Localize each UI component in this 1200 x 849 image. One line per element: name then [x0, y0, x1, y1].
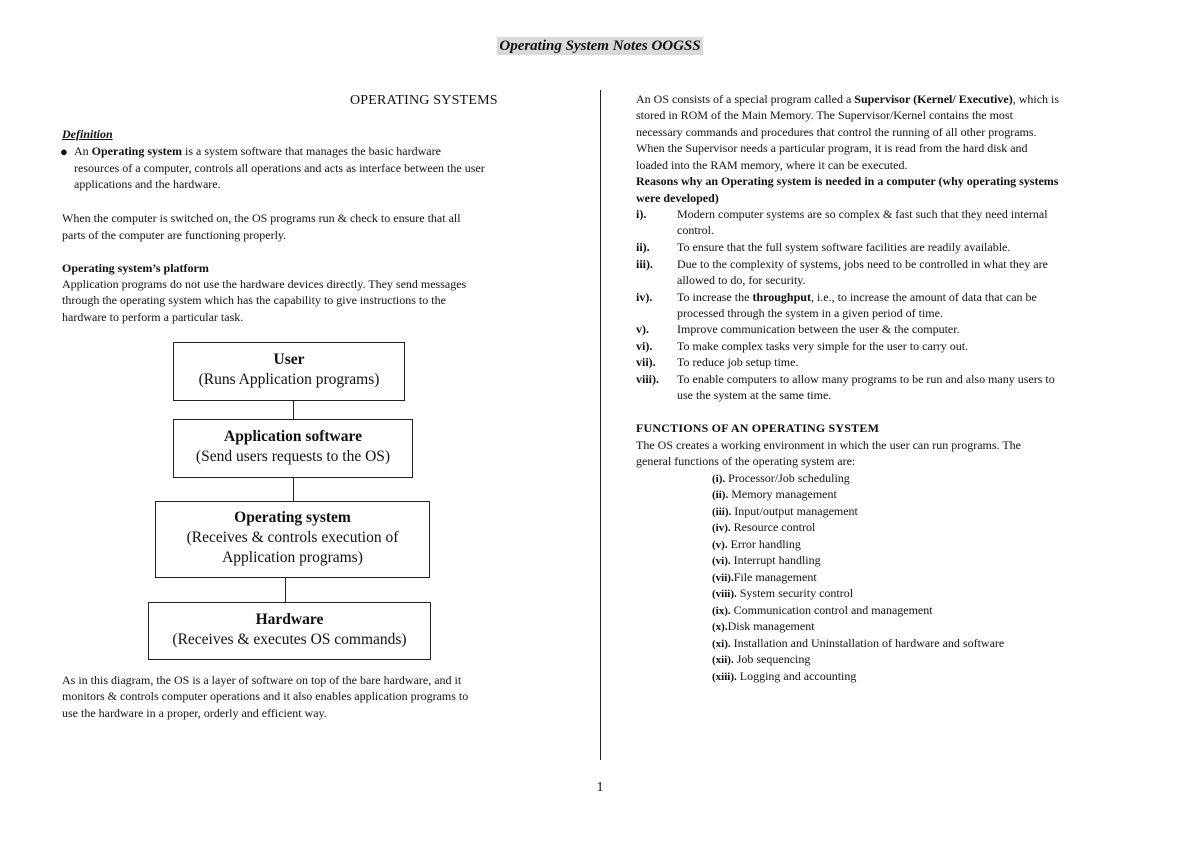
- paragraph-line: use the hardware in a proper, orderly and efficient way.: [62, 706, 327, 720]
- reason-number: iii).: [636, 257, 653, 271]
- reason-number: v).: [636, 322, 649, 336]
- diagram-box-text: (Send users requests to the OS): [195, 448, 391, 465]
- function-item: (iii). Input/output management: [712, 504, 858, 518]
- paragraph-line: As in this diagram, the OS is a layer of software on top of the bare hardware, and it: [62, 673, 462, 687]
- reason-text: To make complex tasks very simple for the user to carry out.: [677, 339, 969, 353]
- reason-text: use the system at the same time.: [677, 388, 832, 402]
- reason-text: To increase the throughput, i.e., to increase the amount of data that can be: [677, 290, 1037, 304]
- functions-heading: FUNCTIONS OF AN OPERATING SYSTEM: [636, 421, 880, 435]
- paragraph-line: monitors & controls computer operations and it also enables application programs to: [62, 689, 469, 703]
- intro-line: loaded into the RAM memory, where it can be executed.: [636, 158, 908, 172]
- bullet-icon: ●: [60, 144, 68, 159]
- function-item: (viii). System security control: [712, 586, 854, 600]
- reasons-heading: Reasons why an Operating system is needed in a computer (why operating systems: [636, 174, 1059, 188]
- paragraph-line: Application programs do not use the hardware devices directly. They send messages: [62, 277, 467, 291]
- reasons-heading: were developed): [636, 191, 719, 205]
- reason-number: vii).: [636, 355, 656, 369]
- diagram-box-text: Application programs): [222, 549, 363, 566]
- function-item: (xiii). Logging and accounting: [712, 669, 857, 683]
- header-title: Operating System Notes OOGSS: [499, 38, 701, 54]
- intro-line: necessary commands and procedures that control the running of all other programs.: [636, 125, 1037, 139]
- column-divider: [600, 90, 601, 760]
- function-item: (v). Error handling: [712, 537, 801, 551]
- definition-line: applications and the hardware.: [74, 177, 221, 191]
- function-item: (vi). Interrupt handling: [712, 553, 821, 567]
- diagram-box-title: User: [273, 351, 305, 368]
- reason-text: allowed to do, for security.: [677, 273, 806, 287]
- reason-number: vi).: [636, 339, 653, 353]
- reason-number: viii).: [636, 372, 659, 386]
- function-item: (iv). Resource control: [712, 520, 816, 534]
- paragraph-line: hardware to perform a particular task.: [62, 310, 244, 324]
- diagram-box-text: (Receives & controls execution of: [186, 529, 399, 546]
- diagram-box-hardware: [148, 602, 431, 660]
- document-header: [0, 38, 1200, 55]
- diagram-box-text: (Runs Application programs): [198, 371, 380, 388]
- reason-text: To ensure that the full system software facilities are readily available.: [677, 240, 1011, 254]
- function-item: (xii). Job sequencing: [712, 652, 811, 666]
- paragraph-line: When the computer is switched on, the OS programs run & check to ensure that all: [62, 211, 461, 225]
- reason-text: Modern computer systems are so complex & fast such that they need internal: [677, 207, 1048, 221]
- reason-text: To reduce job setup time.: [677, 355, 799, 369]
- definition-heading: Definition: [62, 127, 113, 141]
- function-item: (ix). Communication control and management: [712, 603, 933, 617]
- reason-number: i).: [636, 207, 647, 221]
- section-title: OPERATING SYSTEMS: [350, 93, 498, 108]
- reason-text: Improve communication between the user & the computer.: [677, 322, 960, 336]
- reason-number: iv).: [636, 290, 653, 304]
- reason-number: ii).: [636, 240, 650, 254]
- diagram-box-user: [173, 342, 405, 401]
- definition-line: resources of a computer, controls all operations and acts as interface between the user: [74, 161, 485, 175]
- definition-line: An Operating system is a system software that manages the basic hardware: [74, 144, 441, 158]
- diagram-box-title: Operating system: [234, 509, 351, 526]
- reason-text: Due to the complexity of systems, jobs need to be controlled in what they are: [677, 257, 1048, 271]
- functions-intro-line: The OS creates a working environment in which the user can run programs. The: [636, 438, 1021, 452]
- function-item: (xi). Installation and Uninstallation of hardware and software: [712, 636, 1005, 650]
- diagram-connector: [285, 578, 286, 602]
- diagram-box-title: Application software: [224, 428, 362, 445]
- diagram-connector: [293, 478, 294, 501]
- paragraph-line: through the operating system which has the capability to give instructions to the: [62, 293, 446, 307]
- page-number: 1: [596, 780, 604, 795]
- intro-line: stored in ROM of the Main Memory. The Supervisor/Kernel contains the most: [636, 108, 1013, 122]
- function-item: (vii).File management: [712, 570, 817, 584]
- diagram-box-text: (Receives & executes OS commands): [172, 631, 407, 648]
- reason-text: control.: [677, 223, 714, 237]
- diagram-box-operating-system: [155, 501, 430, 578]
- reason-text: processed through the system in a given period of time.: [677, 306, 943, 320]
- paragraph-line: parts of the computer are functioning properly.: [62, 228, 287, 242]
- diagram-box-title: Hardware: [255, 611, 324, 628]
- function-item: (i). Processor/Job scheduling: [712, 471, 850, 485]
- function-item: (ii). Memory management: [712, 487, 837, 501]
- function-item: (x).Disk management: [712, 619, 815, 633]
- intro-line: An OS consists of a special program called a Supervisor (Kernel/ Executive), which is: [636, 92, 1060, 106]
- reason-text: To enable computers to allow many programs to be run and also many users to: [677, 372, 1055, 386]
- platform-heading: Operating system’s platform: [62, 261, 209, 275]
- diagram-connector: [293, 401, 294, 419]
- intro-line: When the Supervisor needs a particular program, it is read from the hard disk and: [636, 141, 1028, 155]
- functions-intro-line: general functions of the operating system are:: [636, 454, 856, 468]
- diagram-box-application-software: [173, 419, 413, 478]
